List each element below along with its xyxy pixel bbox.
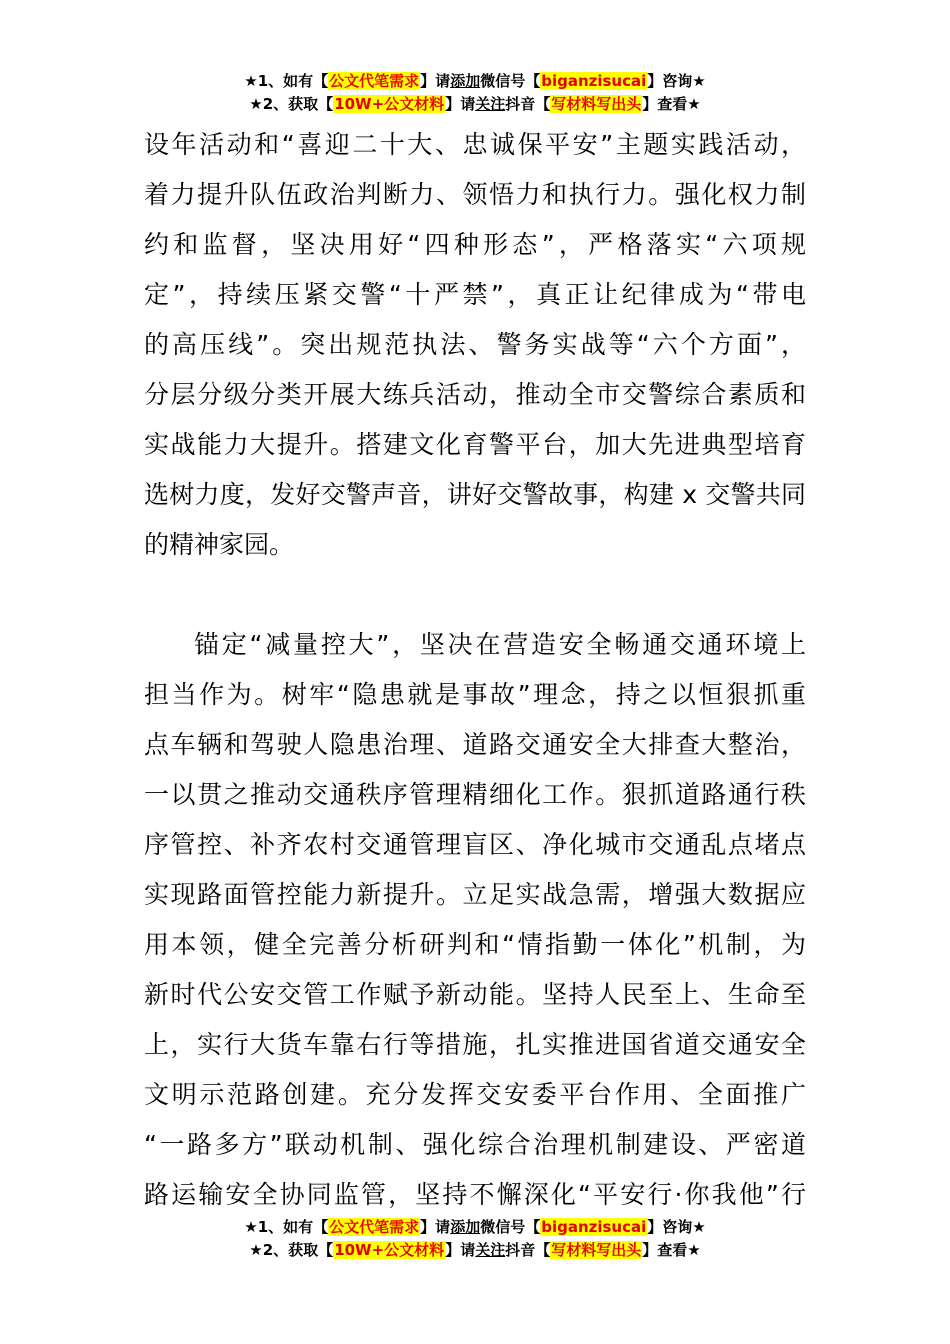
text-line: 用本领，健全完善分析研判和“情指勤一体化”机制，为 — [144, 930, 806, 959]
text-line: 上，实行大货车靠右行等措施，扎实推进国省道交通安全 — [144, 1030, 806, 1059]
text-line: 的高压线”。突出规范执法、警务实战等“六个方面”， — [144, 330, 806, 359]
text-line: 实战能力大提升。搭建文化育警平台，加大先进典型培育 — [144, 430, 806, 459]
promo-highlight: 写材料写出头 — [551, 1241, 642, 1259]
promo-text: 2、获取【 — [262, 95, 334, 113]
text-line-indented: 锚定“减量控大”，坚决在营造安全畅通交通环境上 — [194, 630, 806, 659]
text-line: 定”，持续压紧交警“十严禁”，真正让纪律成为“带电 — [144, 280, 806, 309]
promo-underlined: 添加 — [450, 1218, 481, 1236]
text-line: 约和监督，坚决用好“四种形态”，严格落实“六项规 — [144, 230, 806, 259]
paragraph-gap — [144, 570, 806, 620]
promo-text: 】请 — [445, 1241, 476, 1259]
promo-highlight: biganzisucai — [541, 72, 647, 90]
promo-text: 1、如有【 — [257, 1218, 329, 1236]
promo-text: 微信号【 — [480, 72, 541, 90]
promo-highlight: 10W+公文材料 — [334, 95, 445, 113]
promo-highlight: 写材料写出头 — [551, 95, 642, 113]
promo-underlined: 关注 — [475, 95, 506, 113]
promo-underlined: 关注 — [475, 1241, 506, 1259]
star-icon: ★ — [249, 1241, 263, 1259]
header-promo-banner — [0, 70, 950, 116]
promo-text: 微信号【 — [480, 1218, 541, 1236]
text-line: 序管控、补齐农村交通管理盲区、净化城市交通乱点堵点 — [144, 830, 806, 859]
text-line: 路运输安全协同监管，坚持不懈深化“平安行·你我他”行 — [144, 1180, 806, 1209]
promo-line-1 — [0, 70, 950, 93]
text-line: 分层分级分类开展大练兵活动，推动全市交警综合素质和 — [144, 380, 806, 409]
paragraph-2 — [144, 620, 806, 1220]
promo-text: 】咨询★ — [647, 72, 706, 90]
footer-promo-banner — [0, 1216, 950, 1262]
star-icon: ★ — [244, 1218, 258, 1236]
promo-text: 1、如有【 — [257, 72, 329, 90]
promo-text: 】请 — [420, 72, 451, 90]
promo-text: 】请 — [445, 95, 476, 113]
promo-line-1 — [0, 1216, 950, 1239]
text-line: 着力提升队伍政治判断力、领悟力和执行力。强化权力制 — [144, 180, 806, 209]
text-line: 一以贯之推动交通秩序管理精细化工作。狠抓道路通行秩 — [144, 780, 806, 809]
text-line: 担当作为。树牢“隐患就是事故”理念，持之以恒狠抓重 — [144, 680, 806, 709]
promo-text: 】请 — [420, 1218, 451, 1236]
promo-text: 抖音【 — [505, 1241, 551, 1259]
promo-highlight: biganzisucai — [541, 1218, 647, 1236]
text-line: 点车辆和驾驶人隐患治理、道路交通安全大排查大整治， — [144, 730, 806, 759]
promo-text: 】咨询★ — [647, 1218, 706, 1236]
document-body — [144, 120, 806, 1220]
promo-line-2 — [0, 1239, 950, 1262]
promo-text: 2、获取【 — [262, 1241, 334, 1259]
promo-text: 抖音【 — [505, 95, 551, 113]
promo-underlined: 添加 — [450, 72, 481, 90]
text-line: “一路多方”联动机制、强化综合治理机制建设、严密道 — [144, 1130, 806, 1159]
paragraph-1 — [144, 120, 806, 570]
promo-text: 】查看★ — [642, 1241, 701, 1259]
text-line: 设年活动和“喜迎二十大、忠诚保平安”主题实践活动， — [144, 130, 806, 159]
star-icon: ★ — [249, 95, 263, 113]
text-line: 文明示范路创建。充分发挥交安委平台作用、全面推广 — [144, 1080, 806, 1109]
promo-highlight: 10W+公文材料 — [334, 1241, 445, 1259]
promo-text: 】查看★ — [642, 95, 701, 113]
star-icon: ★ — [244, 72, 258, 90]
promo-highlight: 公文代笔需求 — [329, 1218, 420, 1236]
promo-highlight: 公文代笔需求 — [329, 72, 420, 90]
text-line: 的精神家园。 — [144, 530, 295, 559]
text-line: 选树力度，发好交警声音，讲好交警故事，构建 x 交警共同 — [144, 480, 806, 509]
text-line: 新时代公安交管工作赋予新动能。坚持人民至上、生命至 — [144, 980, 806, 1009]
text-line: 实现路面管控能力新提升。立足实战急需，增强大数据应 — [144, 880, 806, 909]
promo-line-2 — [0, 93, 950, 116]
